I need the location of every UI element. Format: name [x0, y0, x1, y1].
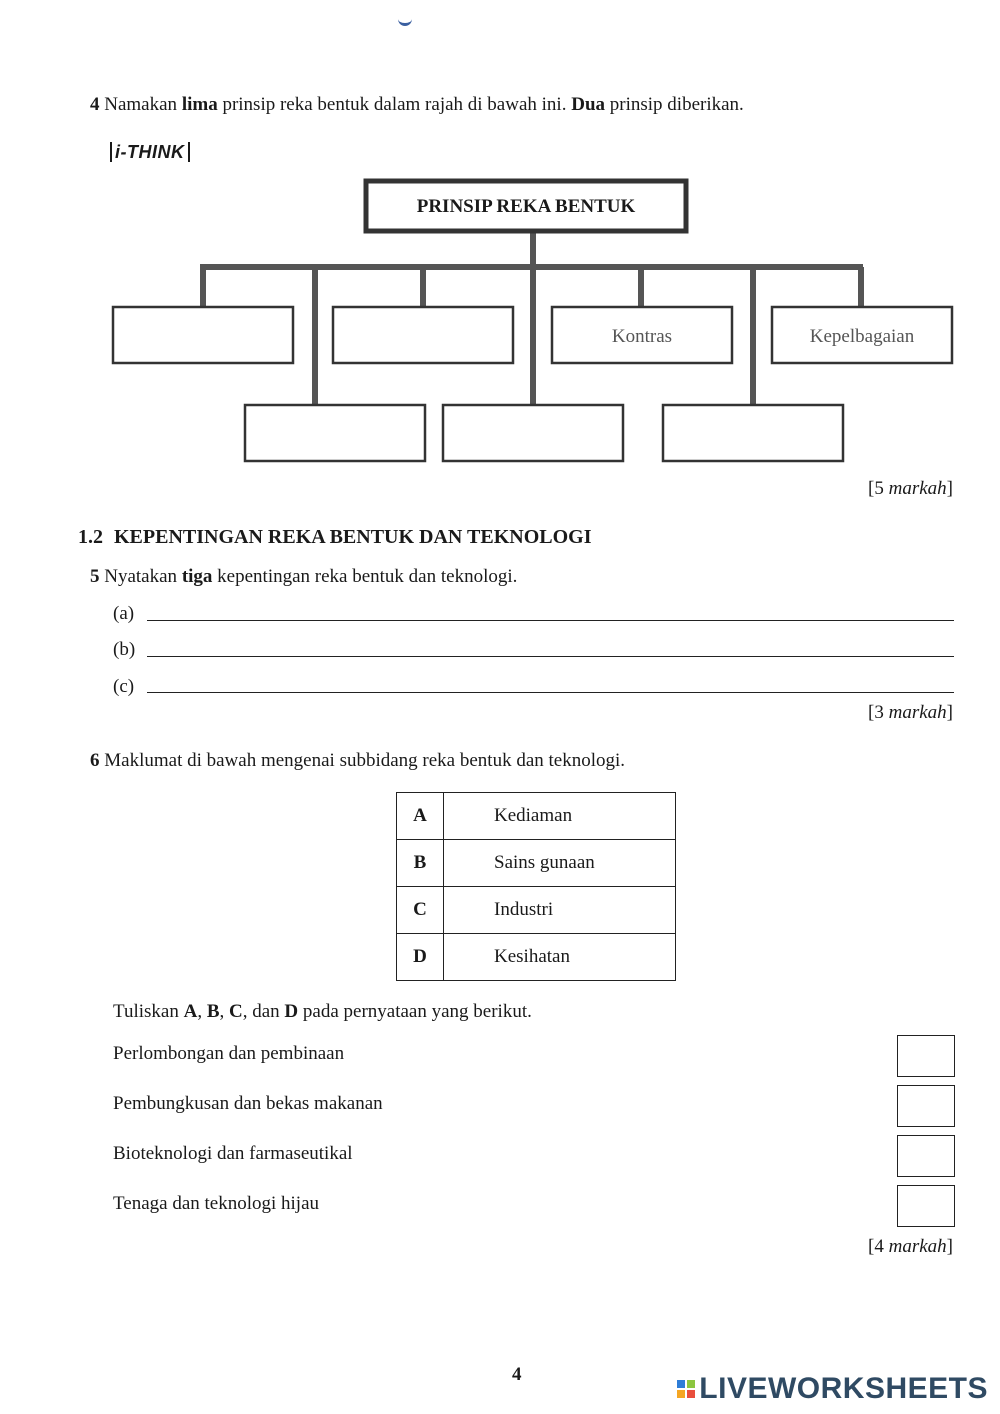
table-key: B — [397, 840, 444, 887]
liveworksheets-brand — [677, 1372, 988, 1406]
answer-box-statement-2[interactable] — [897, 1085, 955, 1127]
question-4-text: 4 Namakan lima prinsip reka bentuk dalam rajah di bawah ini. Dua prinsip diberikan. — [90, 94, 744, 115]
liveworksheets-logo-icon — [677, 1380, 695, 1398]
subfield-table — [396, 792, 676, 981]
question-5-text: 5 Nyatakan tiga kepentingan reka bentuk dan teknologi. — [90, 566, 518, 587]
table-value: Industri — [444, 887, 676, 934]
table-value: Kediaman — [444, 793, 676, 840]
answer-box-4[interactable] — [443, 405, 623, 461]
q6-marks: [4 markah] — [868, 1236, 953, 1257]
answer-box-1[interactable] — [113, 307, 293, 363]
table-row — [397, 934, 676, 981]
diagram-connectors — [200, 231, 863, 405]
q5-marks: [3 markah] — [868, 702, 953, 723]
section-heading — [78, 526, 592, 549]
answer-line-b[interactable] — [147, 656, 954, 657]
table-row — [397, 793, 676, 840]
table-key: D — [397, 934, 444, 981]
table-row — [397, 840, 676, 887]
answer-box-3[interactable] — [245, 405, 425, 461]
page-number: 4 — [512, 1364, 522, 1385]
section-number: 1.2 — [78, 526, 103, 548]
statement-3: Bioteknologi dan farmaseutikal — [113, 1143, 353, 1164]
question-number: 6 — [90, 750, 100, 771]
answer-box-statement-4[interactable] — [897, 1185, 955, 1227]
answer-label-c: (c) — [113, 676, 135, 697]
scan-mark — [398, 18, 412, 26]
statement-2: Pembungkusan dan bekas makanan — [113, 1093, 383, 1114]
answer-line-c[interactable] — [147, 692, 954, 693]
i-think-badge: i-THINK — [110, 142, 190, 162]
given-label-kepelbagaian: Kepelbagaian — [809, 326, 915, 347]
q4-marks: [5 markah] — [868, 478, 953, 499]
q6-instruction: Tuliskan A, B, C, dan D pada pernyataan yang berikut. — [113, 1001, 532, 1022]
question-6-text: 6 Maklumat di bawah mengenai subbidang reka bentuk dan teknologi. — [90, 750, 626, 771]
table-row — [397, 887, 676, 934]
table-value: Kesihatan — [444, 934, 676, 981]
table-key: A — [397, 793, 444, 840]
given-label-kontras: Kontras — [611, 326, 673, 347]
answer-box-2[interactable] — [333, 307, 513, 363]
answer-line-a[interactable] — [147, 620, 954, 621]
root-box — [366, 181, 686, 231]
answer-box-statement-1[interactable] — [897, 1035, 955, 1077]
answer-box-5[interactable] — [663, 405, 843, 461]
question-number: 5 — [90, 566, 100, 587]
table-key: C — [397, 887, 444, 934]
answer-label-a: (a) — [113, 603, 135, 624]
root-label: PRINSIP REKA BENTUK — [416, 196, 636, 217]
brand-name: LIVEWORKSHEETS — [699, 1372, 988, 1405]
table-value: Sains gunaan — [444, 840, 676, 887]
section-title: KEPENTINGAN REKA BENTUK DAN TEKNOLOGI — [114, 526, 592, 548]
principles-diagram — [100, 175, 970, 475]
statement-1: Perlombongan dan pembinaan — [113, 1043, 345, 1064]
answer-box-statement-3[interactable] — [897, 1135, 955, 1177]
statement-4: Tenaga dan teknologi hijau — [113, 1193, 320, 1214]
answer-label-b: (b) — [113, 639, 136, 660]
question-number: 4 — [90, 94, 100, 115]
